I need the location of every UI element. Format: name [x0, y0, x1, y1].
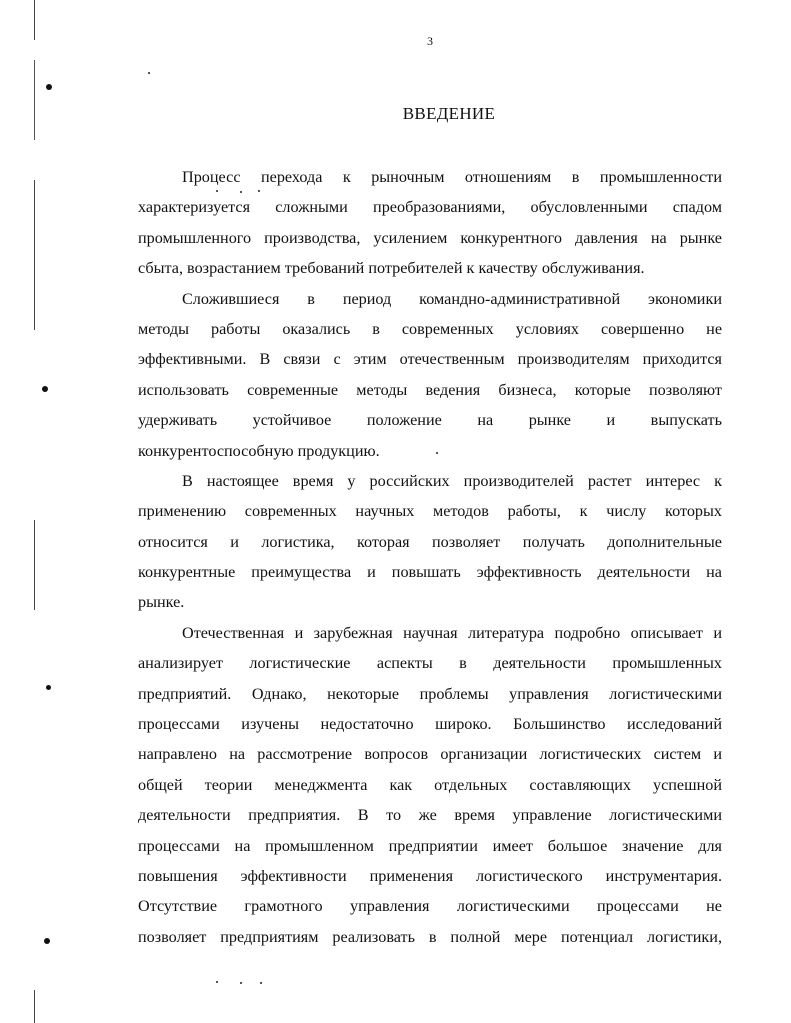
text-line: методы работы оказались в современных условиях совершенно не: [138, 319, 722, 338]
text-line: повышения эффективности применения логистического инструментария.: [138, 866, 722, 885]
text-line: применению современных научных методов работы, к числу которых: [138, 502, 722, 521]
text-line: В настоящее время у российских производителей растет интерес к: [182, 471, 722, 490]
text-line: общей теории менеджмента как отдельных составляющих успешной: [138, 775, 722, 794]
text-line: процессами на промышленном предприятии имеет большое значение для: [138, 836, 722, 855]
text-line: конкурентоспособную продукцию.: [138, 441, 380, 460]
text-line: процессами изучены недостаточно широко. Большинство исследований: [138, 715, 722, 734]
text-line: удерживать устойчивое положение на рынке и выпускать: [138, 411, 722, 430]
text-line: направлено на рассмотрение вопросов организации логистических систем и: [138, 745, 722, 764]
punch-hole-mark: [42, 386, 48, 392]
text-line: Сложившиеся в период командно-административной экономики: [182, 289, 722, 308]
paragraph: [138, 618, 722, 952]
text-line: Процесс перехода к рыночным отношениям в промышленности: [182, 168, 722, 186]
text-line: деятельности предприятия. В то же время управление логистическими: [138, 806, 722, 825]
scan-speck: [260, 982, 262, 984]
punch-hole-mark: [46, 685, 51, 690]
text-line: Отечественная и зарубежная научная литература подробно описывает и: [182, 623, 722, 642]
text-line: предприятий. Однако, некоторые проблемы управления логистическими: [138, 684, 722, 703]
paragraph: [138, 284, 722, 466]
punch-hole-mark: [44, 938, 50, 944]
text-line: характеризуется сложными преобразованиями, обусловленными спадом: [138, 198, 722, 217]
scan-speck: [240, 982, 242, 984]
section-heading: ВВЕДЕНИЕ: [402, 104, 496, 123]
text-line: рынке.: [138, 593, 185, 612]
text-line: анализирует логистические аспекты в деятельности промышленных: [138, 654, 722, 673]
text-line: сбыта, возрастанием требований потребителей к качеству обслуживания.: [138, 259, 645, 278]
paragraph: [138, 162, 722, 284]
scan-speck: [148, 72, 150, 74]
text-line: Отсутствие грамотного управления логистическими процессами не: [138, 897, 722, 916]
text-line: относится и логистика, которая позволяет получать дополнительные: [138, 532, 722, 551]
text-line: использовать современные методы ведения бизнеса, которые позволяют: [138, 380, 722, 399]
text-line: позволяет предприятиям реализовать в полной мере потенциал логистики,: [138, 927, 722, 946]
text-line: эффективными. В связи с этим отечественным производителям приходится: [138, 350, 722, 369]
punch-hole-mark: [46, 84, 52, 90]
paragraph: [138, 466, 722, 618]
page-number: 3: [427, 34, 433, 48]
scan-speck: [216, 981, 218, 983]
scan-binding-edge: [34, 0, 35, 1023]
body-text: [138, 162, 722, 952]
text-line: промышленного производства, усилением конкурентного давления на рынке: [138, 228, 722, 247]
text-line: конкурентные преимущества и повышать эффективность деятельности на: [138, 563, 722, 582]
